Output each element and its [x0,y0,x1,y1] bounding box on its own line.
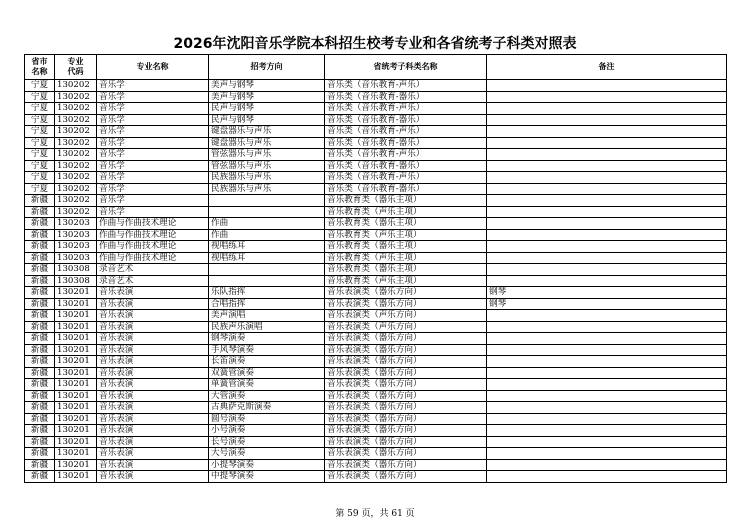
major-name-cell: 音乐学 [97,137,209,149]
remark-cell: 钢琴 [487,298,727,310]
category-cell: 音乐表演类（器乐方向） [325,390,487,402]
major-name-cell: 音乐表演 [97,390,209,402]
category-column-header: 省统考子科类名称 [325,55,487,80]
major-code-cell: 130201 [55,298,97,310]
remark-cell [487,310,727,322]
remark-cell [487,252,727,264]
remark-cell [487,103,727,115]
category-cell: 音乐类（音乐教育-声乐） [325,80,487,92]
direction-cell: 民族声乐演唱 [209,321,325,333]
remark-cell [487,344,727,356]
major-name-cell: 音乐学 [97,195,209,207]
category-cell: 音乐表演类（器乐方向） [325,298,487,310]
major-name-cell: 音乐表演 [97,413,209,425]
category-cell: 音乐表演类（声乐方向） [325,310,487,322]
major-name-cell: 作曲与作曲技术理论 [97,218,209,230]
major-code-cell: 130203 [55,252,97,264]
remark-cell: 钢琴 [487,287,727,299]
table-row [25,183,727,195]
province-column-header: 省市 名称 [25,55,55,80]
major-code-cell: 130201 [55,344,97,356]
direction-cell: 小提琴演奏 [209,459,325,471]
remark-cell [487,126,727,138]
table-row [25,413,727,425]
remark-cell [487,206,727,218]
major-name-cell: 音乐表演 [97,298,209,310]
table-row [25,448,727,460]
direction-cell: 钢琴演奏 [209,333,325,345]
direction-cell: 视唱练耳 [209,252,325,264]
major-name-cell: 作曲与作曲技术理论 [97,252,209,264]
remark-cell [487,137,727,149]
table-body [25,80,727,483]
category-cell: 音乐教育类（声乐主项） [325,229,487,241]
remark-cell [487,241,727,253]
major-code-cell: 130201 [55,448,97,460]
table-row [25,103,727,115]
category-cell: 音乐类（音乐教育-声乐） [325,149,487,161]
category-cell: 音乐类（音乐教育-器乐） [325,114,487,126]
province-cell: 宁夏 [25,172,55,184]
major-code-cell: 130202 [55,172,97,184]
province-cell: 新疆 [25,287,55,299]
major-code-cell: 130202 [55,149,97,161]
major-code-cell: 130201 [55,333,97,345]
major-code-cell: 130201 [55,425,97,437]
direction-cell: 手风琴演奏 [209,344,325,356]
province-cell: 宁夏 [25,126,55,138]
table-header [25,55,727,80]
table-row [25,436,727,448]
major-code-cell: 130202 [55,91,97,103]
code-column-header: 专业 代码 [55,55,97,80]
direction-cell: 古典萨克斯演奏 [209,402,325,414]
remark-cell [487,402,727,414]
table-row [25,287,727,299]
major-name-cell: 音乐表演 [97,367,209,379]
remark-column-header: 备注 [487,55,727,80]
table-row [25,459,727,471]
major-code-cell: 130203 [55,218,97,230]
table-row [25,252,727,264]
major-name-cell: 音乐学 [97,114,209,126]
category-cell: 音乐类（音乐教育-器乐） [325,183,487,195]
major-name-cell: 音乐表演 [97,459,209,471]
province-cell: 新疆 [25,333,55,345]
category-cell: 音乐教育类（器乐主项） [325,195,487,207]
direction-cell: 大管演奏 [209,390,325,402]
province-cell: 新疆 [25,298,55,310]
category-cell: 音乐表演类（器乐方向） [325,356,487,368]
province-cell: 新疆 [25,471,55,483]
province-cell: 宁夏 [25,114,55,126]
table-row [25,379,727,391]
table-row [25,172,727,184]
major-name-cell: 录音艺术 [97,264,209,276]
major-code-cell: 130201 [55,287,97,299]
major-code-cell: 130201 [55,436,97,448]
remark-cell [487,80,727,92]
category-cell: 音乐表演类（器乐方向） [325,425,487,437]
major-name-cell: 音乐表演 [97,356,209,368]
direction-cell: 视唱练耳 [209,241,325,253]
remark-cell [487,471,727,483]
major-name-cell: 音乐学 [97,149,209,161]
category-cell: 音乐教育类（器乐主项） [325,241,487,253]
category-cell: 音乐表演类（器乐方向） [325,402,487,414]
direction-cell: 键盘器乐与声乐 [209,137,325,149]
direction-cell: 双簧管演奏 [209,367,325,379]
province-cell: 新疆 [25,206,55,218]
province-cell: 新疆 [25,413,55,425]
province-cell: 新疆 [25,425,55,437]
remark-cell [487,149,727,161]
direction-column-header: 招考方向 [209,55,325,80]
direction-cell: 管弦器乐与声乐 [209,149,325,161]
major-code-cell: 130201 [55,459,97,471]
direction-cell: 小号演奏 [209,425,325,437]
category-cell: 音乐类（音乐教育-声乐） [325,126,487,138]
major-code-cell: 130201 [55,413,97,425]
province-cell: 宁夏 [25,149,55,161]
table-row [25,333,727,345]
direction-cell: 中提琴演奏 [209,471,325,483]
category-cell: 音乐类（音乐教育-声乐） [325,172,487,184]
major-name-cell: 音乐表演 [97,436,209,448]
page-footer: 第 59 页，共 61 页 [335,509,415,519]
remark-cell [487,321,727,333]
major-name-cell: 录音艺术 [97,275,209,287]
province-cell: 新疆 [25,344,55,356]
major-name-cell: 音乐表演 [97,425,209,437]
major-code-cell: 130202 [55,137,97,149]
major-code-cell: 130201 [55,367,97,379]
category-cell: 音乐教育类（器乐主项） [325,264,487,276]
major-name-cell: 音乐学 [97,183,209,195]
remark-cell [487,333,727,345]
province-cell: 宁夏 [25,183,55,195]
direction-cell: 作曲 [209,218,325,230]
province-cell: 新疆 [25,321,55,333]
province-cell: 宁夏 [25,137,55,149]
province-cell: 宁夏 [25,91,55,103]
table-row [25,367,727,379]
table-row [25,298,727,310]
major-name-cell: 音乐表演 [97,287,209,299]
remark-cell [487,356,727,368]
remark-cell [487,448,727,460]
direction-cell: 美声演唱 [209,310,325,322]
province-cell: 新疆 [25,379,55,391]
direction-cell: 合唱指挥 [209,298,325,310]
table-row [25,160,727,172]
province-cell: 新疆 [25,402,55,414]
table-row [25,206,727,218]
category-cell: 音乐表演类（器乐方向） [325,459,487,471]
table-row [25,275,727,287]
major-column-header: 专业名称 [97,55,209,80]
table-row [25,321,727,333]
table-row [25,195,727,207]
category-cell: 音乐表演类（器乐方向） [325,471,487,483]
direction-cell: 管弦器乐与声乐 [209,160,325,172]
major-code-cell: 130202 [55,195,97,207]
direction-cell: 大号演奏 [209,448,325,460]
table-row [25,114,727,126]
table-row [25,149,727,161]
major-name-cell: 音乐学 [97,91,209,103]
major-code-cell: 130201 [55,310,97,322]
category-cell: 音乐教育类（声乐主项） [325,275,487,287]
remark-cell [487,379,727,391]
table-row [25,137,727,149]
direction-cell: 作曲 [209,229,325,241]
remark-cell [487,195,727,207]
admission-table [24,54,727,483]
province-cell: 新疆 [25,436,55,448]
table-row [25,471,727,483]
remark-cell [487,183,727,195]
major-code-cell: 130201 [55,471,97,483]
province-cell: 新疆 [25,448,55,460]
major-code-cell: 130201 [55,321,97,333]
major-name-cell: 音乐学 [97,206,209,218]
major-code-cell: 130201 [55,390,97,402]
category-cell: 音乐教育类（声乐主项） [325,252,487,264]
remark-cell [487,229,727,241]
major-code-cell: 130203 [55,229,97,241]
major-name-cell: 音乐学 [97,172,209,184]
province-cell: 新疆 [25,241,55,253]
province-cell: 宁夏 [25,160,55,172]
remark-cell [487,425,727,437]
category-cell: 音乐教育类（器乐主项） [325,218,487,230]
direction-cell [209,206,325,218]
province-cell: 新疆 [25,459,55,471]
document-title: 2026年沈阳音乐学院本科招生校考专业和各省统考子科类对照表 [173,36,577,52]
major-name-cell: 音乐学 [97,160,209,172]
major-name-cell: 音乐学 [97,80,209,92]
remark-cell [487,275,727,287]
major-name-cell: 音乐表演 [97,448,209,460]
major-code-cell: 130202 [55,126,97,138]
major-code-cell: 130203 [55,241,97,253]
table-row [25,264,727,276]
direction-cell: 民声与钢琴 [209,103,325,115]
table-row [25,91,727,103]
major-code-cell: 130202 [55,80,97,92]
province-cell: 新疆 [25,310,55,322]
remark-cell [487,436,727,448]
remark-cell [487,114,727,126]
remark-cell [487,390,727,402]
major-name-cell: 音乐表演 [97,310,209,322]
major-name-cell: 音乐表演 [97,344,209,356]
major-name-cell: 作曲与作曲技术理论 [97,229,209,241]
remark-cell [487,218,727,230]
direction-cell: 美声与钢琴 [209,91,325,103]
province-cell: 宁夏 [25,80,55,92]
direction-cell: 键盘器乐与声乐 [209,126,325,138]
province-cell: 新疆 [25,367,55,379]
province-cell: 新疆 [25,390,55,402]
direction-cell: 乐队指挥 [209,287,325,299]
direction-cell: 民声与钢琴 [209,114,325,126]
table-row [25,126,727,138]
direction-cell: 民族器乐与声乐 [209,172,325,184]
category-cell: 音乐类（音乐教育-器乐） [325,91,487,103]
table-row [25,356,727,368]
remark-cell [487,91,727,103]
province-cell: 宁夏 [25,103,55,115]
table-row [25,310,727,322]
table-row [25,80,727,92]
table-row [25,218,727,230]
major-name-cell: 音乐表演 [97,379,209,391]
major-name-cell: 音乐学 [97,103,209,115]
major-name-cell: 音乐表演 [97,321,209,333]
major-name-cell: 音乐学 [97,126,209,138]
table-row [25,241,727,253]
province-cell: 新疆 [25,195,55,207]
category-cell: 音乐表演类（器乐方向） [325,436,487,448]
direction-cell: 圆号演奏 [209,413,325,425]
major-name-cell: 作曲与作曲技术理论 [97,241,209,253]
major-code-cell: 130201 [55,356,97,368]
province-cell: 新疆 [25,356,55,368]
category-cell: 音乐表演类（器乐方向） [325,448,487,460]
province-cell: 新疆 [25,252,55,264]
table-row [25,229,727,241]
province-cell: 新疆 [25,229,55,241]
province-cell: 新疆 [25,218,55,230]
major-code-cell: 130201 [55,402,97,414]
province-cell: 新疆 [25,264,55,276]
direction-cell [209,264,325,276]
major-code-cell: 130202 [55,160,97,172]
category-cell: 音乐表演类（器乐方向） [325,367,487,379]
category-cell: 音乐表演类（声乐方向） [325,321,487,333]
table-row [25,402,727,414]
major-code-cell: 130202 [55,183,97,195]
remark-cell [487,459,727,471]
major-code-cell: 130308 [55,264,97,276]
remark-cell [487,160,727,172]
category-cell: 音乐表演类（器乐方向） [325,333,487,345]
table-row [25,344,727,356]
direction-cell [209,195,325,207]
major-name-cell: 音乐表演 [97,333,209,345]
category-cell: 音乐教育类（声乐主项） [325,206,487,218]
direction-cell: 美声与钢琴 [209,80,325,92]
category-cell: 音乐类（音乐教育-器乐） [325,137,487,149]
province-cell: 新疆 [25,275,55,287]
major-code-cell: 130201 [55,379,97,391]
remark-cell [487,413,727,425]
major-code-cell: 130202 [55,206,97,218]
direction-cell [209,275,325,287]
major-name-cell: 音乐表演 [97,471,209,483]
direction-cell: 长号演奏 [209,436,325,448]
table-row [25,425,727,437]
remark-cell [487,367,727,379]
major-code-cell: 130308 [55,275,97,287]
category-cell: 音乐表演类（器乐方向） [325,379,487,391]
category-cell: 音乐类（音乐教育-声乐） [325,103,487,115]
category-cell: 音乐表演类（器乐方向） [325,287,487,299]
direction-cell: 长笛演奏 [209,356,325,368]
remark-cell [487,172,727,184]
remark-cell [487,264,727,276]
table-row [25,390,727,402]
category-cell: 音乐表演类（器乐方向） [325,344,487,356]
direction-cell: 民族器乐与声乐 [209,183,325,195]
direction-cell: 单簧管演奏 [209,379,325,391]
category-cell: 音乐表演类（器乐方向） [325,413,487,425]
category-cell: 音乐类（音乐教育-器乐） [325,160,487,172]
major-code-cell: 130202 [55,114,97,126]
major-name-cell: 音乐表演 [97,402,209,414]
major-code-cell: 130202 [55,103,97,115]
